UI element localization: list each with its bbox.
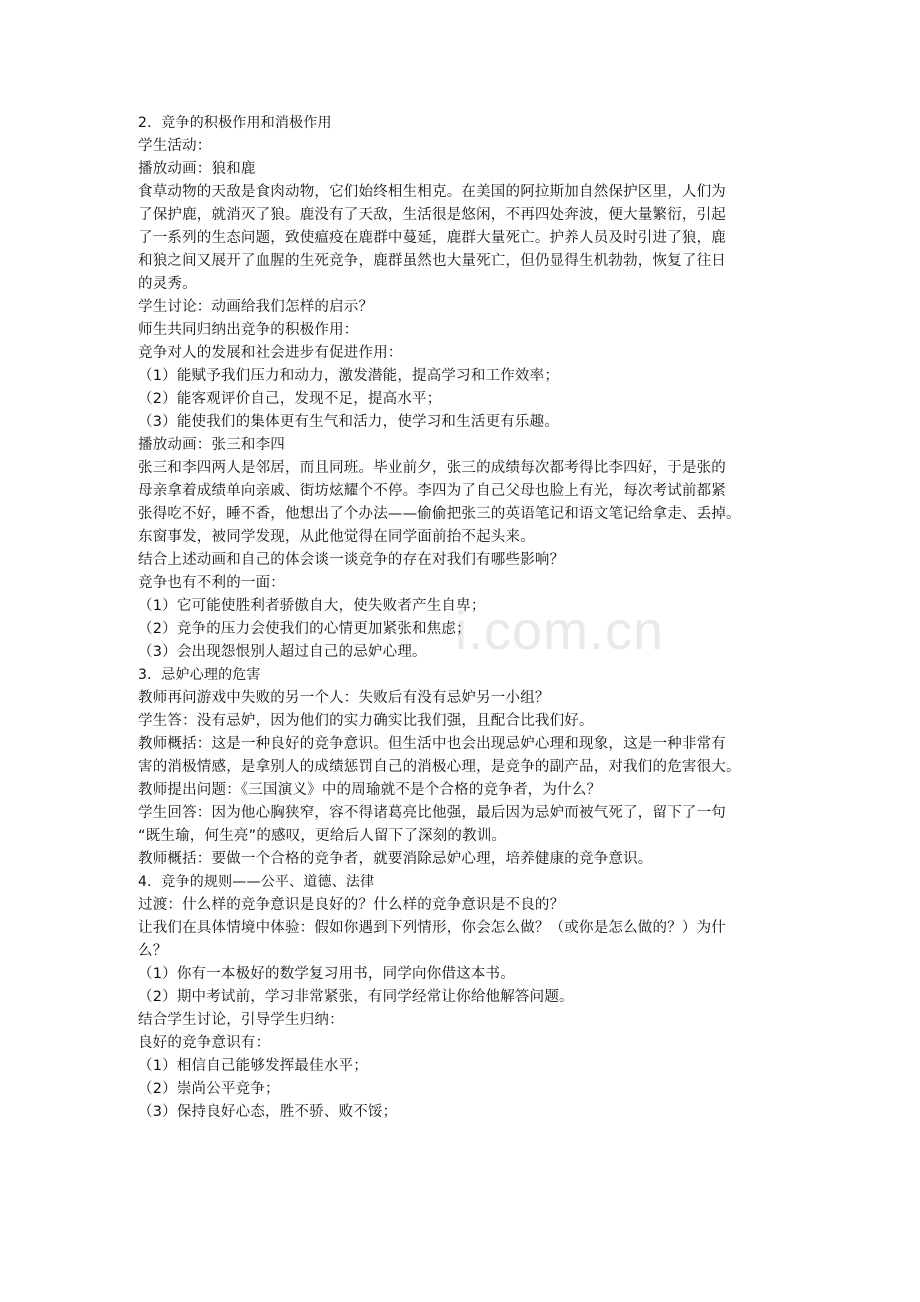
list-item: （1）能赋予我们压力和动力，激发潜能，提高学习和工作效率； — [138, 368, 560, 384]
text-line: 教师概括：要做一个合格的竞争者，就要消除忌妒心理，培养健康的竞争意识。 — [138, 851, 653, 867]
text-line: 良好的竞争意识有： — [138, 1035, 271, 1051]
text-line: 学生讨论：动画给我们怎样的启示？ — [138, 299, 374, 315]
list-item: （1）你有一本极好的数学复习用书，同学向你借这本书。 — [138, 966, 515, 982]
text-line: 结合学生讨论，引导学生归纳： — [138, 1012, 344, 1028]
list-item: （2）期中考试前，学习非常紧张，有同学经常让你给他解答问题。 — [138, 989, 574, 1005]
paragraph-line: 教师概括：这是一种良好的竞争意识。但生活中也会出现忌妒心理和现象，这是一种非常有 — [138, 736, 726, 752]
text-line: 播放动画：狼和鹿 — [138, 161, 256, 177]
paragraph-line: 害的消极情感，是拿别人的成绩惩罚自己的消极心理，是竞争的副产品，对我们的危害很大。 — [138, 759, 741, 775]
paragraph-line: 学生回答：因为他心胸狭窄，容不得诸葛亮比他强，最后因为忌妒而被气死了，留下了一句 — [138, 805, 726, 821]
paragraph-line: 母亲拿着成绩单向亲戚、街坊炫耀个不停。李四为了自己父母也脸上有光，每次考试前都紧 — [138, 483, 726, 499]
list-item: （1）相信自己能够发挥最佳水平； — [138, 1058, 368, 1074]
text-line: 学生答：没有忌妒，因为他们的实力确实比我们强，且配合比我们好。 — [138, 713, 594, 729]
text-line: 竞争也有不利的一面： — [138, 575, 285, 591]
list-item: （3）能使我们的集体更有生气和活力，使学习和生活更有乐趣。 — [138, 414, 560, 430]
paragraph-line: 张得吃不好，睡不香，他想出了个办法——偷偷把张三的英语笔记和语文笔记给拿走、丢掉。 — [138, 506, 741, 522]
text-line: 教师再问游戏中失败的另一个人：失败后有没有忌妒另一小组？ — [138, 690, 550, 706]
watermark: i.com.cn — [455, 601, 665, 661]
section-heading-3: 3．忌妒心理的危害 — [138, 667, 261, 683]
paragraph-line: 张三和李四两人是邻居，而且同班。毕业前夕，张三的成绩每次都考得比李四好，于是张的 — [138, 460, 726, 476]
text-line: 结合上述动画和自己的体会谈一谈竞争的存在对我们有哪些影响？ — [138, 552, 565, 568]
section-heading-4: 4．竞争的规则——公平、道德、法律 — [138, 874, 375, 890]
list-item: （3）会出现怨恨别人超过自己的忌妒心理。 — [138, 644, 427, 660]
text-line: 竞争对人的发展和社会进步有促进作用： — [138, 345, 403, 361]
list-item: （2）崇尚公平竞争； — [138, 1081, 280, 1097]
text-line: 教师提出问题：《三国演义》中的周瑜就不是个合格的竞争者，为什么？ — [138, 782, 602, 798]
paragraph-line: 让我们在具体情境中体验：假如你遇到下列情形，你会怎么做？（或你是怎么做的？）为什 — [138, 920, 726, 936]
paragraph-line: 和狼之间又展开了血腥的生死竞争，鹿群虽然也大量死亡，但仍显得生机勃勃，恢复了往日 — [138, 253, 726, 269]
paragraph-line: 了一系列的生态问题，致使瘟疫在鹿群中蔓延，鹿群大量死亡。护养人员及时引进了狼，鹿 — [138, 230, 726, 246]
paragraph-line: 了保护鹿，就消灭了狼。鹿没有了天敌，生活很是悠闲，不再四处奔波，便大量繁衍，引起 — [138, 207, 726, 223]
paragraph-line: “既生瑜，何生亮”的感叹，更给后人留下了深刻的教训。 — [138, 828, 507, 844]
paragraph-line: 东窗事发，被同学发现，从此他觉得在同学面前抬不起头来。 — [138, 529, 535, 545]
document-body — [138, 112, 798, 1124]
list-item: （3）保持良好心态，胜不骄、败不馁； — [138, 1104, 398, 1120]
paragraph-line: 食草动物的天敌是食肉动物，它们始终相生相克。在美国的阿拉斯加自然保护区里，人们为 — [138, 184, 726, 200]
text-line: 师生共同归纳出竞争的积极作用： — [138, 322, 359, 338]
paragraph-line: 么？ — [138, 943, 168, 959]
text-line: 学生活动： — [138, 138, 212, 154]
text-line: 播放动画：张三和李四 — [138, 437, 285, 453]
section-heading-2: 2．竞争的积极作用和消极作用 — [138, 115, 332, 131]
list-item: （1）它可能使胜利者骄傲自大，使失败者产生自卑； — [138, 598, 486, 614]
list-item: （2）竞争的压力会使我们的心情更加紧张和焦虑； — [138, 621, 471, 637]
paragraph-line: 的灵秀。 — [138, 276, 197, 292]
list-item: （2）能客观评价自己，发现不足，提高水平； — [138, 391, 442, 407]
text-line: 过渡：什么样的竞争意识是良好的？什么样的竞争意识是不良的？ — [138, 897, 565, 913]
